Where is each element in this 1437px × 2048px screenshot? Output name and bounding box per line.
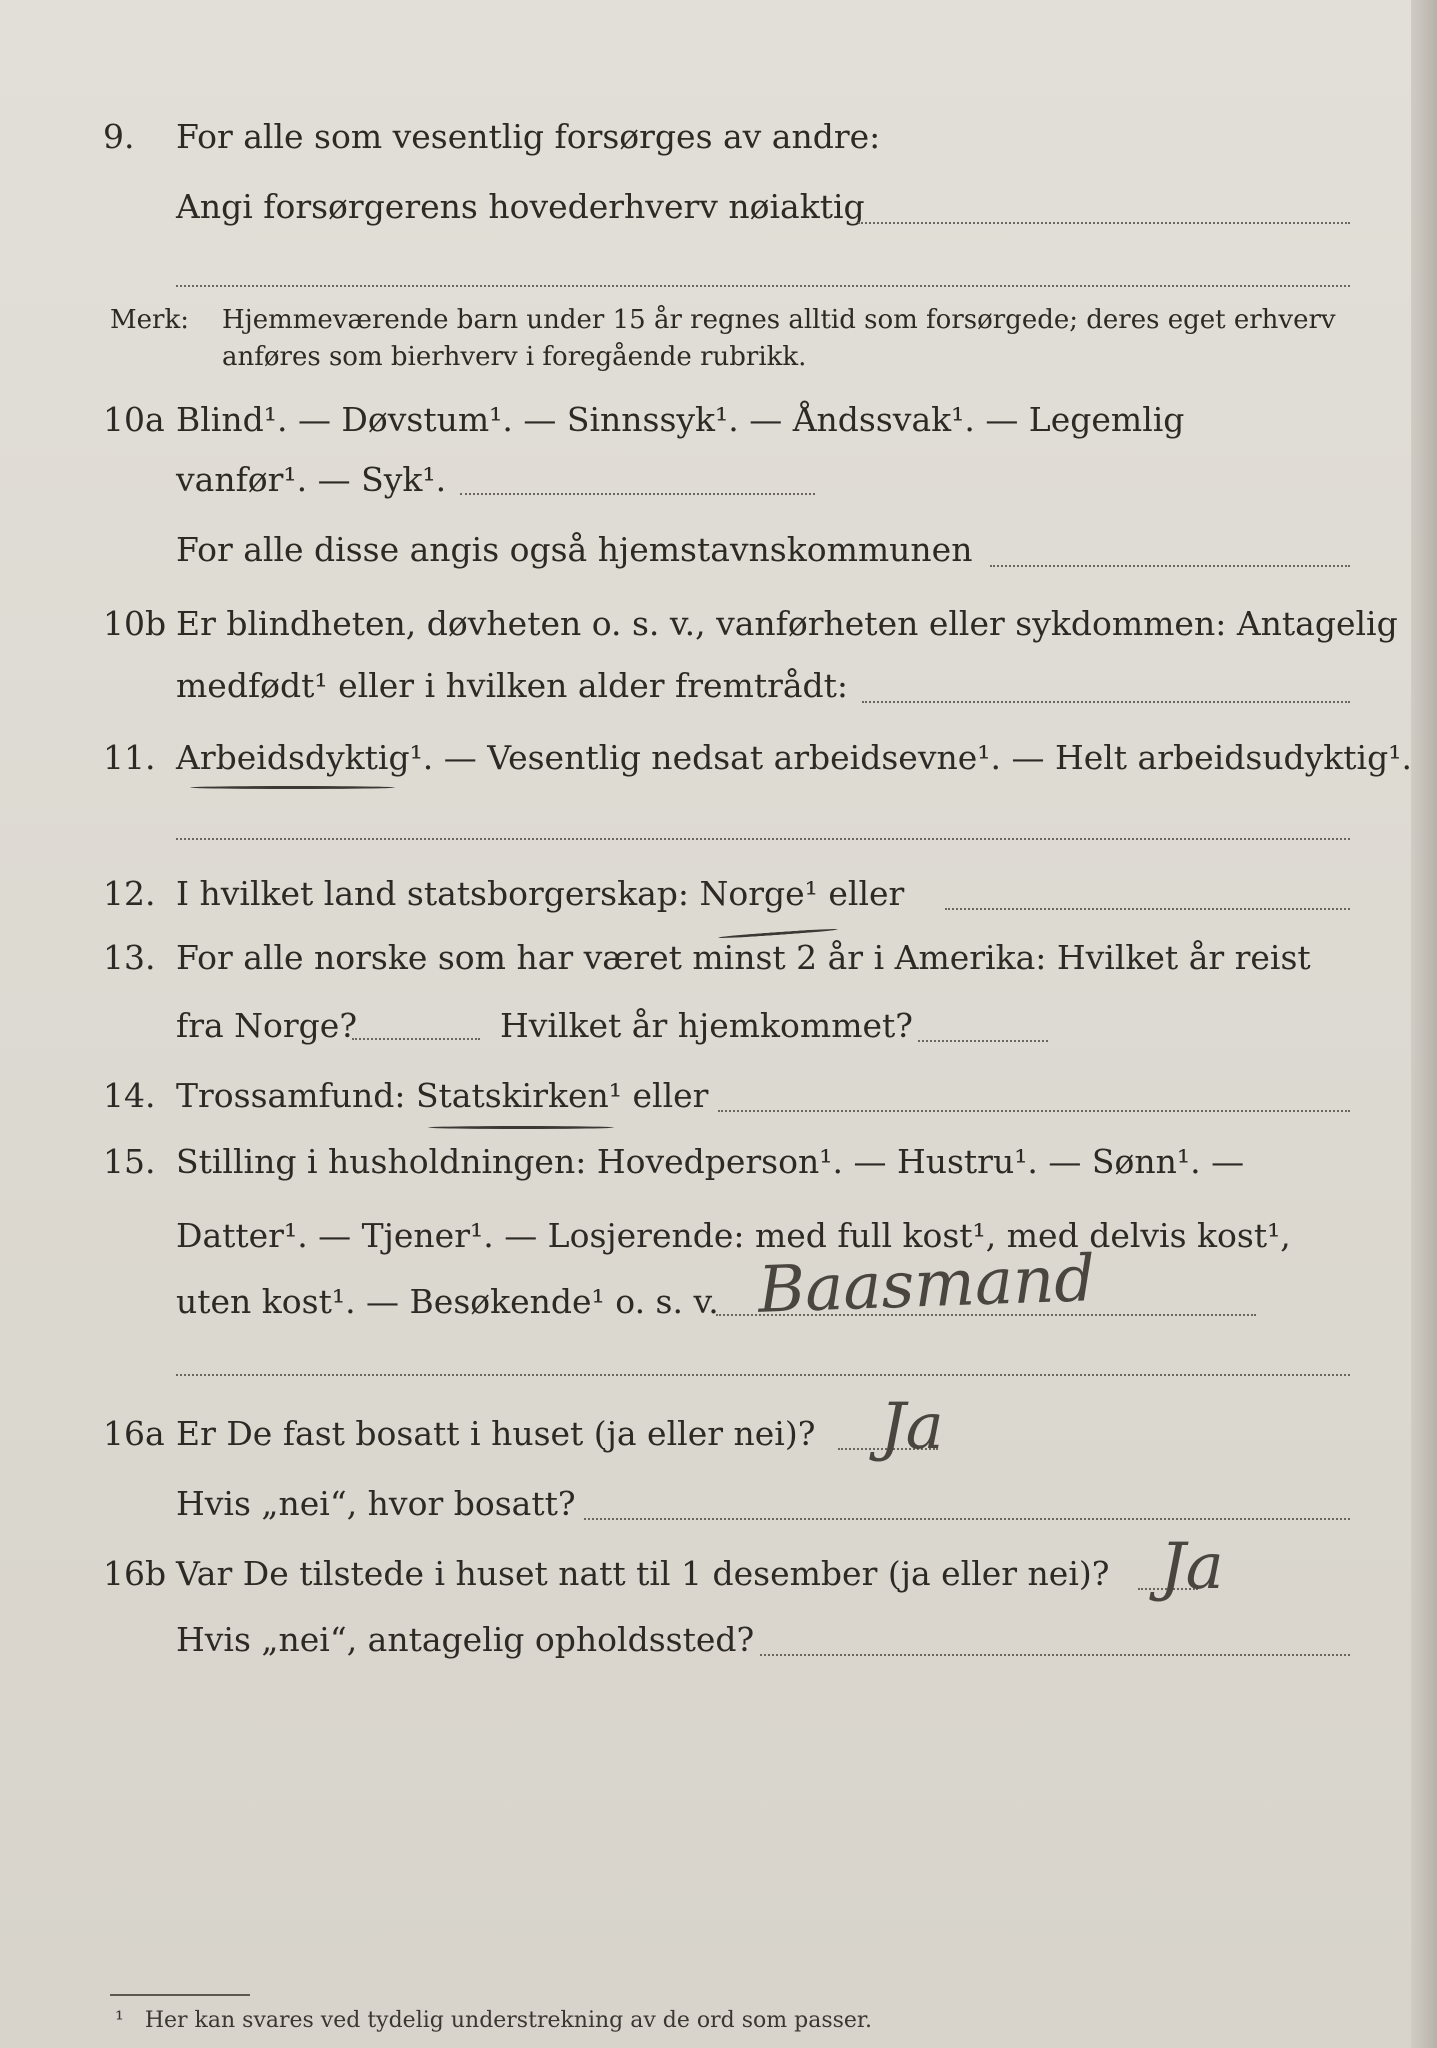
question-text: Trossamfund: Statskirken¹ eller	[176, 1076, 709, 1115]
question-text: medfødt¹ eller i hvilken alder fremtrådt:	[176, 666, 849, 705]
handwritten-answer: Baasmand	[756, 1242, 1097, 1328]
answer-line[interactable]	[990, 565, 1350, 567]
question-number: 10a	[103, 400, 165, 439]
answer-line[interactable]	[718, 1110, 1350, 1112]
question-number: 10b	[103, 604, 167, 643]
note-text: anføres som bierhverv i foregående rubrikk.	[222, 342, 807, 372]
question-text: Var De tilstede i huset natt til 1 desember (ja eller nei)?	[176, 1554, 1110, 1593]
answer-line[interactable]	[918, 1040, 1048, 1042]
question-text: For alle som vesentlig forsørges av andre:	[176, 117, 881, 156]
question-text: Hvilket år hjemkommet?	[500, 1006, 913, 1045]
question-text: Angi forsørgerens hovederhverv nøiaktig	[176, 187, 865, 226]
page-edge	[1411, 0, 1437, 2048]
question-number: 14.	[103, 1076, 156, 1115]
note-label: Merk:	[110, 305, 189, 335]
answer-line[interactable]	[176, 1374, 1350, 1376]
footnote	[115, 2008, 872, 2033]
question-text: uten kost¹. — Besøkende¹ o. s. v.	[176, 1282, 719, 1321]
answer-line[interactable]	[176, 838, 1350, 840]
answer-line[interactable]	[858, 222, 1350, 224]
question-text: Blind¹. — Døvstum¹. — Sinnssyk¹. — Åndssvak¹. — Legemlig	[176, 400, 1185, 439]
answer-line[interactable]	[945, 908, 1350, 910]
question-text: Er De fast bosatt i huset (ja eller nei)?	[176, 1414, 816, 1453]
question-number: 9.	[103, 117, 135, 156]
answer-line[interactable]	[460, 493, 815, 495]
question-number: 15.	[103, 1142, 156, 1181]
question-text: Er blindheten, døvheten o. s. v., vanførheten eller sykdommen: Antagelig	[176, 604, 1398, 643]
footnote-text: Her kan svares ved tydelig understrekning av de ord som passer.	[144, 2008, 873, 2033]
question-number: 13.	[103, 938, 156, 977]
answer-line[interactable]	[760, 1654, 1350, 1656]
answer-line[interactable]	[584, 1518, 1350, 1520]
question-text: Hvis „nei“, hvor bosatt?	[176, 1484, 576, 1523]
handwritten-answer: Ja	[880, 1390, 944, 1464]
answer-line[interactable]	[352, 1038, 480, 1040]
question-text: For alle norske som har været minst 2 år i Amerika: Hvilket år reist	[176, 938, 1311, 977]
question-text: fra Norge?	[176, 1006, 358, 1045]
underline-arbeidsdyktig	[190, 786, 395, 789]
footnote-rule	[110, 1994, 250, 1996]
question-number: 12.	[103, 874, 156, 913]
note-text: Hjemmeværende barn under 15 år regnes alltid som forsørgede; deres eget erhverv	[222, 305, 1336, 335]
question-number: 11.	[103, 738, 156, 777]
answer-line[interactable]	[862, 701, 1350, 703]
question-text: Hvis „nei“, antagelig opholdssted?	[176, 1620, 755, 1659]
answer-line[interactable]	[176, 285, 1350, 287]
question-text: Datter¹. — Tjener¹. — Losjerende: med full kost¹, med delvis kost¹,	[176, 1216, 1291, 1255]
underline-statskirken	[428, 1126, 614, 1129]
handwritten-answer: Ja	[1160, 1530, 1224, 1604]
question-text: Arbeidsdyktig¹. — Vesentlig nedsat arbeidsevne¹. — Helt arbeidsudyktig¹.	[176, 738, 1412, 777]
question-number: 16a	[103, 1414, 165, 1453]
footnote-mark: ¹	[115, 2008, 124, 2033]
question-text: I hvilket land statsborgerskap: Norge¹ eller	[176, 874, 905, 913]
question-text: Stilling i husholdningen: Hovedperson¹. — Hustru¹. — Sønn¹. —	[176, 1142, 1245, 1181]
question-text: vanfør¹. — Syk¹.	[176, 460, 447, 499]
question-number: 16b	[103, 1554, 167, 1593]
question-text: For alle disse angis også hjemstavnskommunen	[176, 530, 973, 569]
